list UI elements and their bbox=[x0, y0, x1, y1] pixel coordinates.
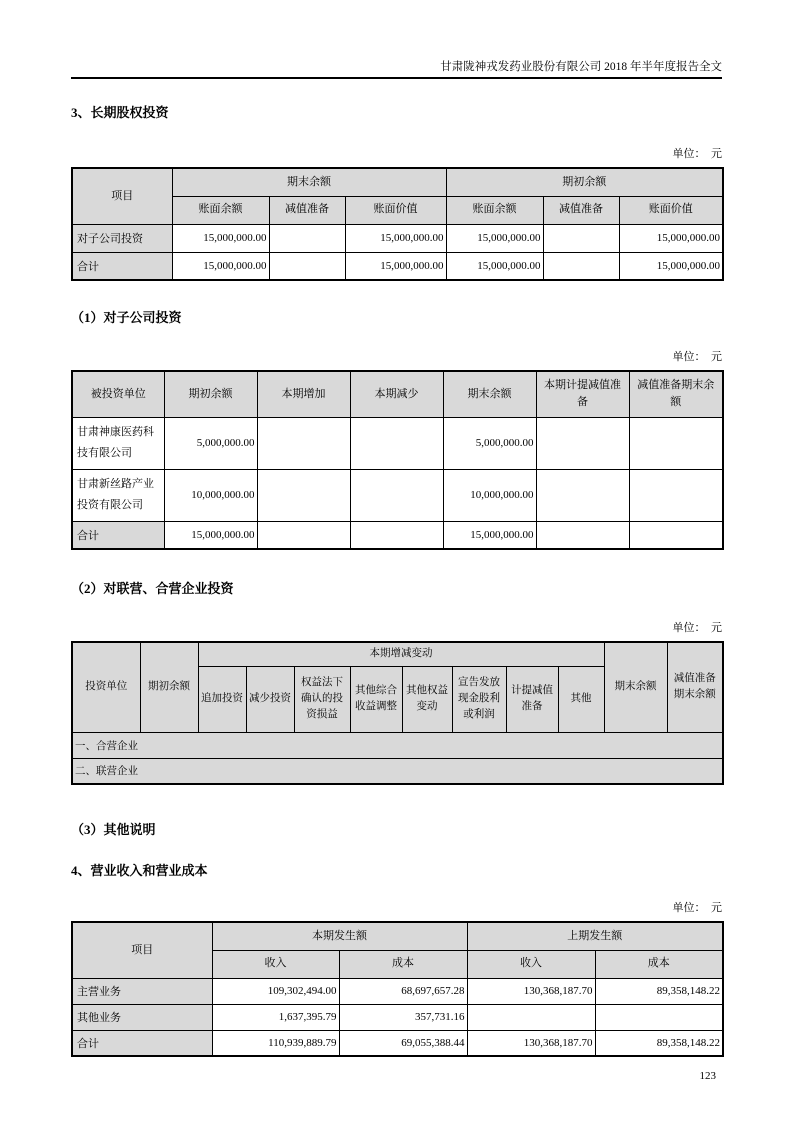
data-cell bbox=[629, 521, 723, 549]
unit-label: 单位： 元 bbox=[672, 622, 722, 634]
data-cell: 68,697,657.28 bbox=[339, 978, 467, 1004]
long-term-equity-table bbox=[71, 167, 724, 281]
data-cell: 15,000,000.00 bbox=[619, 252, 723, 280]
header-cell: 本期计提减值准备 bbox=[536, 371, 629, 417]
data-cell: 89,358,148.22 bbox=[595, 978, 723, 1004]
data-cell: 15,000,000.00 bbox=[446, 224, 543, 252]
header-cell: 本期增加 bbox=[257, 371, 350, 417]
table-row bbox=[72, 168, 723, 196]
header-cell: 减值准备 bbox=[269, 196, 345, 224]
data-cell bbox=[269, 252, 345, 280]
table-row bbox=[72, 1030, 723, 1056]
section-3-title: 3、长期股权投资 bbox=[71, 105, 169, 120]
header-cell: 项目 bbox=[72, 922, 212, 978]
label-cell: 甘肃新丝路产业投资有限公司 bbox=[72, 469, 164, 521]
data-cell: 69,055,388.44 bbox=[339, 1030, 467, 1056]
data-cell: 110,939,889.79 bbox=[212, 1030, 339, 1056]
data-cell: 357,731.16 bbox=[339, 1004, 467, 1030]
data-cell bbox=[257, 417, 350, 469]
label-cell: 对子公司投资 bbox=[72, 224, 172, 252]
header-cell: 上期发生额 bbox=[467, 922, 723, 950]
data-cell bbox=[543, 252, 619, 280]
header-cell: 账面余额 bbox=[172, 196, 269, 224]
data-cell: 15,000,000.00 bbox=[443, 521, 536, 549]
table-row bbox=[72, 978, 723, 1004]
header-cell: 本期增减变动 bbox=[198, 642, 604, 666]
data-cell bbox=[543, 224, 619, 252]
header-cell: 其他 bbox=[558, 666, 604, 732]
data-cell bbox=[629, 469, 723, 521]
data-cell: 15,000,000.00 bbox=[619, 224, 723, 252]
header-cell: 期末余额 bbox=[604, 642, 667, 732]
data-cell bbox=[467, 1004, 595, 1030]
document-title: 甘肃陇神戎发药业股份有限公司 2018 年半年度报告全文 bbox=[440, 61, 722, 73]
header-cell: 追加投资 bbox=[198, 666, 246, 732]
header-cell: 计提减值准备 bbox=[506, 666, 558, 732]
data-cell bbox=[257, 521, 350, 549]
header-cell: 减值准备 bbox=[543, 196, 619, 224]
joint-venture-investment-table bbox=[71, 641, 724, 785]
data-cell bbox=[595, 1004, 723, 1030]
unit-label: 单位： 元 bbox=[672, 902, 722, 914]
data-cell: 15,000,000.00 bbox=[164, 521, 257, 549]
data-cell bbox=[536, 521, 629, 549]
header-cell: 被投资单位 bbox=[72, 371, 164, 417]
table-row bbox=[72, 371, 723, 417]
table-row bbox=[72, 922, 723, 950]
unit-label: 单位： 元 bbox=[672, 351, 722, 363]
table-row bbox=[72, 224, 723, 252]
data-cell: 15,000,000.00 bbox=[345, 252, 446, 280]
table-row bbox=[72, 642, 723, 666]
data-cell: 130,368,187.70 bbox=[467, 978, 595, 1004]
table-row bbox=[72, 732, 723, 758]
data-cell bbox=[350, 417, 443, 469]
table-row bbox=[72, 252, 723, 280]
header-cell: 权益法下确认的投资损益 bbox=[294, 666, 350, 732]
label-cell: 主营业务 bbox=[72, 978, 212, 1004]
header-cell: 其他权益变动 bbox=[402, 666, 452, 732]
data-cell: 1,637,395.79 bbox=[212, 1004, 339, 1030]
data-cell: 15,000,000.00 bbox=[345, 224, 446, 252]
section-3-2-title: （2）对联营、合营企业投资 bbox=[71, 581, 234, 596]
header-cell: 账面价值 bbox=[345, 196, 446, 224]
page-content bbox=[71, 0, 722, 1082]
data-cell: 15,000,000.00 bbox=[172, 252, 269, 280]
data-cell: 10,000,000.00 bbox=[164, 469, 257, 521]
section-3-3-title: （3）其他说明 bbox=[71, 822, 156, 837]
table-row bbox=[72, 758, 723, 784]
data-cell: 89,358,148.22 bbox=[595, 1030, 723, 1056]
header-cell: 项目 bbox=[72, 168, 172, 224]
category-cell: 一、合营企业 bbox=[72, 732, 723, 758]
data-cell: 15,000,000.00 bbox=[172, 224, 269, 252]
section-3-1-title: （1）对子公司投资 bbox=[71, 310, 182, 325]
header-cell: 减值准备期末余额 bbox=[629, 371, 723, 417]
header-cell: 账面价值 bbox=[619, 196, 723, 224]
data-cell: 15,000,000.00 bbox=[446, 252, 543, 280]
subsidiary-investment-table bbox=[71, 370, 724, 550]
header-cell: 期末余额 bbox=[172, 168, 446, 196]
header-cell: 期初余额 bbox=[140, 642, 198, 732]
label-cell: 甘肃神康医药科技有限公司 bbox=[72, 417, 164, 469]
data-cell bbox=[536, 417, 629, 469]
header-cell: 本期减少 bbox=[350, 371, 443, 417]
header-cell: 本期发生额 bbox=[212, 922, 467, 950]
header-cell: 收入 bbox=[467, 950, 595, 978]
data-cell: 130,368,187.70 bbox=[467, 1030, 595, 1056]
data-cell bbox=[629, 417, 723, 469]
data-cell: 109,302,494.00 bbox=[212, 978, 339, 1004]
header-cell: 投资单位 bbox=[72, 642, 140, 732]
data-cell bbox=[269, 224, 345, 252]
table-row bbox=[72, 417, 723, 469]
header-cell: 其他综合收益调整 bbox=[350, 666, 402, 732]
unit-label: 单位： 元 bbox=[672, 148, 722, 160]
table-row bbox=[72, 1004, 723, 1030]
section-4-title: 4、营业收入和营业成本 bbox=[71, 863, 208, 878]
document-header bbox=[71, 0, 722, 79]
data-cell: 5,000,000.00 bbox=[164, 417, 257, 469]
header-cell: 收入 bbox=[212, 950, 339, 978]
data-cell bbox=[257, 469, 350, 521]
label-cell: 合计 bbox=[72, 252, 172, 280]
page-number: 123 bbox=[699, 1070, 716, 1082]
label-cell: 合计 bbox=[72, 1030, 212, 1056]
label-cell: 合计 bbox=[72, 521, 164, 549]
table-row bbox=[72, 469, 723, 521]
data-cell: 10,000,000.00 bbox=[443, 469, 536, 521]
header-cell: 减少投资 bbox=[246, 666, 294, 732]
data-cell bbox=[350, 521, 443, 549]
header-cell: 减值准备期末余额 bbox=[667, 642, 723, 732]
table-row bbox=[72, 521, 723, 549]
header-cell: 成本 bbox=[339, 950, 467, 978]
header-cell: 成本 bbox=[595, 950, 723, 978]
header-cell: 期末余额 bbox=[443, 371, 536, 417]
header-cell: 账面余额 bbox=[446, 196, 543, 224]
header-cell: 期初余额 bbox=[164, 371, 257, 417]
header-cell: 期初余额 bbox=[446, 168, 723, 196]
label-cell: 其他业务 bbox=[72, 1004, 212, 1030]
header-cell: 宣告发放现金股利或利润 bbox=[452, 666, 506, 732]
data-cell: 5,000,000.00 bbox=[443, 417, 536, 469]
category-cell: 二、联营企业 bbox=[72, 758, 723, 784]
data-cell bbox=[350, 469, 443, 521]
revenue-cost-table bbox=[71, 921, 724, 1057]
data-cell bbox=[536, 469, 629, 521]
